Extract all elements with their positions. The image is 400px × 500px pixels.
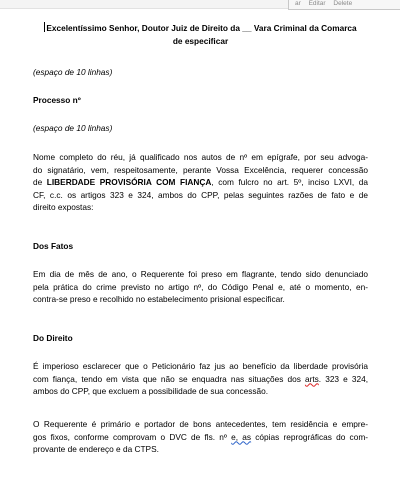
direito2-line-2 <box>33 431 368 444</box>
space-note-2: (espaço de 10 linhas) <box>33 123 113 133</box>
direito-paragraph-1 <box>33 360 368 398</box>
direito1-line-2-post: . 323 e 324, <box>318 373 368 384</box>
spellcheck-word-arts: arts <box>304 373 319 384</box>
section-heading-direito: Do Direito <box>33 333 73 343</box>
direito2-line-2-pre: gos fixos, conforme comprovam o DVC de fls. nº <box>33 431 232 442</box>
delete-button[interactable]: Delete <box>333 0 353 7</box>
document-title <box>33 22 368 47</box>
document-title-line-1: Excelentíssimo Senhor, Doutor Juiz de Direito da __ Vara Criminal da Comarca <box>46 23 357 33</box>
intro-line-5: direito expostas: <box>33 202 94 213</box>
document-title-line-2: de especificar <box>172 35 229 46</box>
fatos-line-1: Em dia de mês de ano, o Requerente foi preso em flagrante, tendo sido denunciado <box>33 269 368 279</box>
section-heading-fatos: Dos Fatos <box>33 241 74 251</box>
direito1-line-2 <box>33 373 368 386</box>
intro-line-1: Nome completo do réu, já qualificado nos autos de nº em epígrafe, por seu advoga- <box>33 152 368 162</box>
fatos-line-2: pela prática do crime previsto no artigo nº, do Código Penal e, até o momento, en- <box>33 281 368 292</box>
edit-toolbar-fragment: ar <box>295 0 301 7</box>
edit-toolbar <box>288 0 400 10</box>
direito2-line-3: provante de endereço e da CTPS. <box>33 444 159 455</box>
direito1-line-1: É imperioso esclarecer que o Peticionário faz jus ao benefício da liberdade provisória <box>33 361 368 371</box>
edit-button[interactable]: Editar <box>308 0 326 7</box>
direito-paragraph-2 <box>33 418 368 456</box>
intro-paragraph <box>33 151 368 214</box>
direito2-line-2-post: cópias reprográficas do com- <box>251 431 368 442</box>
intro-line-3 <box>33 176 368 189</box>
fatos-line-3: contra-se preso e recolhido no estabelecimento prisional especificar. <box>33 294 285 305</box>
direito2-line-1: O Requerente é primário e portador de bons antecedentes, tem residência e empre- <box>33 419 368 429</box>
direito1-line-2-pre: com fiança, tendo em vista que não se enquadra nas situações dos <box>33 373 305 384</box>
space-note-1: (espaço de 10 linhas) <box>33 67 113 77</box>
intro-line-3-post: , com fulcro no art. 5º, inciso LXVI, da <box>211 177 368 188</box>
intro-line-2: do signatário, vem, respeitosamente, perante Vossa Excelência, requerer concessão <box>33 164 368 175</box>
intro-line-4: CF, c.c. os artigos 323 e 324, ambos do CPP, pelas seguintes razões de fato e de <box>33 189 368 200</box>
intro-line-3-pre: de <box>33 177 47 188</box>
fatos-paragraph <box>33 268 368 306</box>
liberdade-provisoria-bold: LIBERDADE PROVISÓRIA COM FIANÇA <box>46 177 212 188</box>
direito1-line-3: ambos do CPP, que excluem a possibilidade de sua concessão. <box>33 386 269 397</box>
processo-heading: Processo nº <box>33 95 81 105</box>
grammar-check-phrase: e, as <box>231 431 252 442</box>
